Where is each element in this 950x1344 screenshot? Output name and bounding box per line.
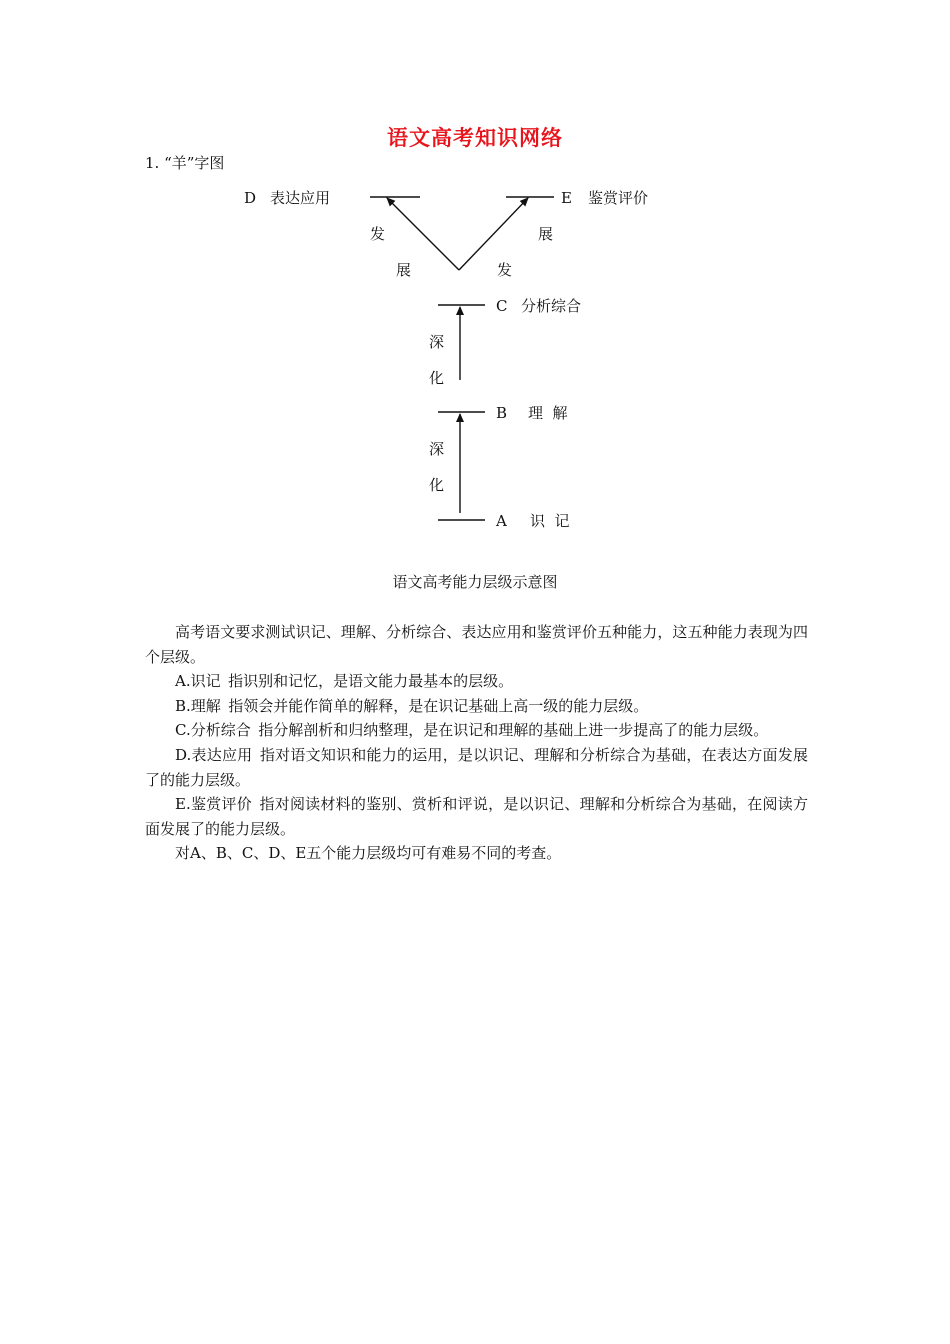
- level-a-name: 识 记: [530, 512, 570, 530]
- yang-diagram: [0, 0, 950, 560]
- deepen-lower-char-1: 深: [429, 440, 445, 458]
- section-number: 1.: [145, 154, 160, 172]
- item-a-paragraph: [145, 669, 808, 694]
- develop-right-char-1: 展: [538, 225, 554, 243]
- item-a-term: A.识记: [175, 672, 221, 691]
- page-title: 语文高考知识网络: [387, 125, 563, 150]
- item-e-term: E.鉴赏评价: [175, 795, 252, 814]
- item-b-text: 指领会并能作简单的解释，是在识记基础上高一级的能力层级。: [228, 696, 649, 715]
- level-e-letter: E: [561, 189, 572, 207]
- deepen-upper-char-1: 深: [429, 333, 445, 351]
- item-c-paragraph: [145, 718, 808, 743]
- develop-right-char-2: 发: [497, 261, 513, 279]
- develop-left-char-1: 发: [370, 225, 386, 243]
- level-b-letter: B: [496, 404, 508, 422]
- level-d-name: 表达应用: [270, 189, 331, 207]
- level-e-name: 鉴赏评价: [588, 189, 649, 207]
- develop-left-char-2: 展: [396, 261, 412, 279]
- item-b-paragraph: [145, 694, 808, 719]
- section-label: “羊”字图: [164, 154, 225, 172]
- item-a-text: 指识别和记忆，是语文能力最基本的层级。: [228, 672, 514, 691]
- item-e-text: 指对阅读材料的鉴别、赏析和评说，是以识记、理解和分析综合为基础，在阅读方面发展了的能力层级。: [145, 795, 809, 838]
- level-b-name: 理 解: [528, 404, 568, 422]
- intro-paragraph: 高考语文要求测试识记、理解、分析综合、表达应用和鉴赏评价五种能力，这五种能力表现为四个层级。: [145, 623, 808, 666]
- item-c-term: C.分析综合: [175, 721, 251, 740]
- level-c-name: 分析综合: [521, 297, 582, 315]
- develop-arrow-left: [387, 198, 459, 270]
- item-b-term: B.理解: [175, 696, 221, 715]
- deepen-lower-char-2: 化: [429, 476, 445, 494]
- level-d-letter: D: [244, 189, 257, 207]
- level-c-letter: C: [496, 297, 508, 315]
- develop-arrow-right: [459, 198, 528, 270]
- item-d-text: 指对语文知识和能力的运用，是以识记、理解和分析综合为基础，在表达方面发展了的能力层级。: [145, 745, 808, 789]
- item-d-term: D.表达应用: [175, 745, 253, 764]
- item-e-paragraph: [145, 792, 808, 841]
- deepen-upper-char-2: 化: [429, 369, 445, 387]
- closing-paragraph: 对A、B、C、D、E五个能力层级均可有难易不同的考查。: [175, 844, 562, 863]
- item-c-text: 指分解剖析和归纳整理，是在识记和理解的基础上进一步提高了的能力层级。: [258, 721, 769, 740]
- level-a-letter: A: [496, 512, 507, 530]
- item-d-paragraph: [145, 743, 808, 792]
- body-text: [145, 620, 808, 866]
- diagram-caption: 语文高考能力层级示意图: [392, 573, 558, 591]
